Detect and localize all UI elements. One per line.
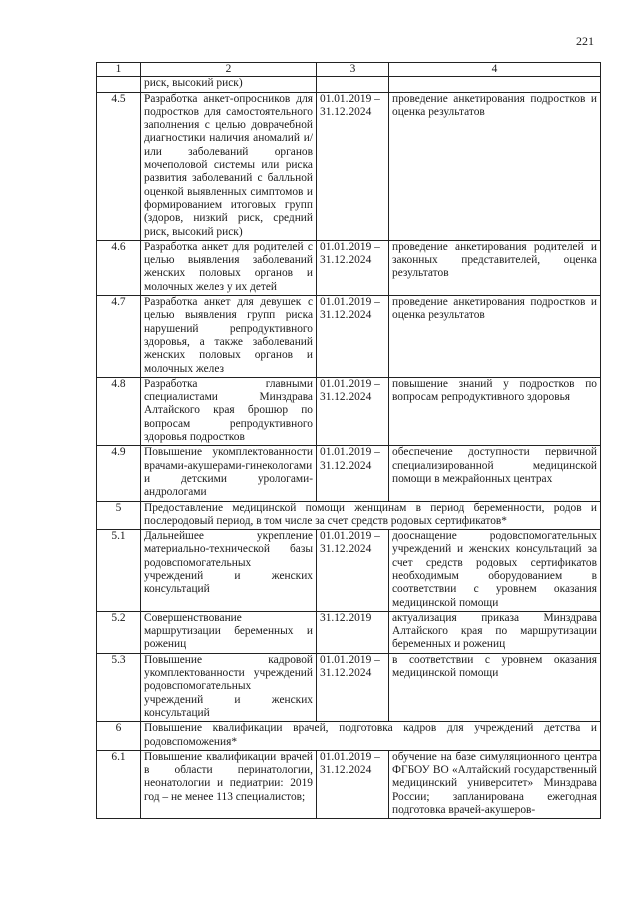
table-row bbox=[97, 377, 601, 445]
result-cell bbox=[389, 77, 601, 92]
table-row bbox=[97, 750, 601, 818]
period-cell: 01.01.2019 – 31.12.2024 bbox=[317, 377, 389, 445]
item-number bbox=[97, 77, 141, 92]
table-row bbox=[97, 611, 601, 653]
table-row bbox=[97, 77, 601, 92]
result-cell: в соответствии с уровнем оказания медицинской помощи bbox=[389, 653, 601, 721]
header-cell: 1 bbox=[97, 63, 141, 77]
table-header-row bbox=[97, 63, 601, 77]
period-cell: 01.01.2019 – 31.12.2024 bbox=[317, 530, 389, 612]
header-cell: 3 bbox=[317, 63, 389, 77]
period-cell: 01.01.2019 – 31.12.2024 bbox=[317, 653, 389, 721]
activity-cell: Разработка анкет-опросников для подростков для самостоятельного заполнения с целью доврачебной диагностики наличия аномалий и/или заболеваний органов мочеполовой системы или риска развития заболеваний с балльной оценкой выявленных симптомов и формированием итоговых групп (здоров, низкий риск, средний риск, высокий риск) bbox=[141, 92, 317, 240]
result-cell: дооснащение родовспомогательных учреждений и женских консультаций за счет средств родовых сертификатов необходимым оборудованием в соответствии с уровнем оказания медицинской помощи bbox=[389, 530, 601, 612]
page-number: 221 bbox=[576, 34, 594, 48]
section-title: Предоставление медицинской помощи женщинам в период беременности, родов и послеродовый период, в том числе за счет средств родовых сертификатов* bbox=[141, 501, 601, 530]
result-cell: проведение анкетирования родителей и законных представителей, оценка результатов bbox=[389, 240, 601, 295]
activity-cell: Дальнейшее укрепление материально-технической базы родовспомогательных учреждений и женских консультаций bbox=[141, 530, 317, 612]
activity-cell: Разработка анкет для девушек с целью выявления групп риска нарушений репродуктивного здоровья, а также заболеваний женских половых органов и молочных желез bbox=[141, 296, 317, 378]
item-number: 5.1 bbox=[97, 530, 141, 612]
table-row bbox=[97, 92, 601, 240]
activity-cell: Разработка анкет для родителей с целью выявления заболеваний женских половых органов и молочных желез у их детей bbox=[141, 240, 317, 295]
period-cell bbox=[317, 77, 389, 92]
result-cell: обеспечение доступности первичной специализированной медицинской помощи в межрайонных центрах bbox=[389, 446, 601, 501]
activity-cell: риск, высокий риск) bbox=[141, 77, 317, 92]
activity-cell: Повышение укомплектованности врачами-акушерами-гинекологами и детскими урологами-андрологами bbox=[141, 446, 317, 501]
result-cell: актуализация приказа Минздрава Алтайского края по маршрутизации беременных и рожениц bbox=[389, 611, 601, 653]
item-number: 4.8 bbox=[97, 377, 141, 445]
activity-cell: Разработка главными специалистами Минздрава Алтайского края брошюр по вопросам репродуктивного здоровья подростков bbox=[141, 377, 317, 445]
result-cell: обучение на базе симуляционного центра ФГБОУ ВО «Алтайский государственный медицинский университет» Минздрава России; запланирована ежегодная подготовка врачей-акушеров- bbox=[389, 750, 601, 818]
result-cell: повышение знаний у подростков по вопросам репродуктивного здоровья bbox=[389, 377, 601, 445]
activity-cell: Повышение квалификации врачей в области перинатологии, неонатологии и педиатрии: 2019 год – не менее 113 специалистов; bbox=[141, 750, 317, 818]
item-number: 4.5 bbox=[97, 92, 141, 240]
table-row bbox=[97, 653, 601, 721]
section-row bbox=[97, 722, 601, 751]
activity-cell: Совершенствование маршрутизации беременных и рожениц bbox=[141, 611, 317, 653]
result-cell: проведение анкетирования подростков и оценка результатов bbox=[389, 92, 601, 240]
section-number: 6 bbox=[97, 722, 141, 751]
period-cell: 31.12.2019 bbox=[317, 611, 389, 653]
item-number: 4.9 bbox=[97, 446, 141, 501]
section-row bbox=[97, 501, 601, 530]
item-number: 6.1 bbox=[97, 750, 141, 818]
item-number: 5.3 bbox=[97, 653, 141, 721]
item-number: 4.7 bbox=[97, 296, 141, 378]
result-cell: проведение анкетирования подростков и оценка результатов bbox=[389, 296, 601, 378]
table-row bbox=[97, 240, 601, 295]
table-row bbox=[97, 530, 601, 612]
measures-table bbox=[96, 62, 601, 819]
item-number: 4.6 bbox=[97, 240, 141, 295]
period-cell: 01.01.2019 – 31.12.2024 bbox=[317, 240, 389, 295]
activity-cell: Повышение кадровой укомплектованности учреждений родовспомогательных учреждений и женских консультаций bbox=[141, 653, 317, 721]
section-title: Повышение квалификации врачей, подготовка кадров для учреждений детства и родовспоможения* bbox=[141, 722, 601, 751]
header-cell: 2 bbox=[141, 63, 317, 77]
table-row bbox=[97, 296, 601, 378]
period-cell: 01.01.2019 – 31.12.2024 bbox=[317, 296, 389, 378]
period-cell: 01.01.2019 – 31.12.2024 bbox=[317, 446, 389, 501]
header-cell: 4 bbox=[389, 63, 601, 77]
period-cell: 01.01.2019 – 31.12.2024 bbox=[317, 92, 389, 240]
period-cell: 01.01.2019 – 31.12.2024 bbox=[317, 750, 389, 818]
table-row bbox=[97, 446, 601, 501]
section-number: 5 bbox=[97, 501, 141, 530]
item-number: 5.2 bbox=[97, 611, 141, 653]
